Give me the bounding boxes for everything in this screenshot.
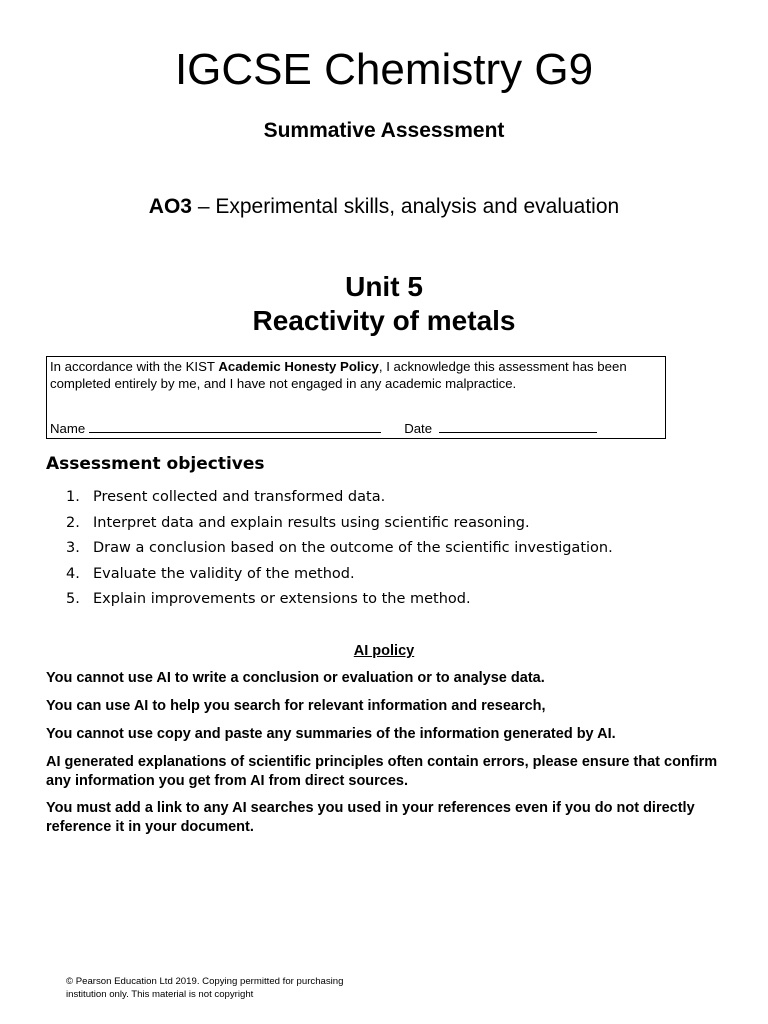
ai-policy-heading: AI policy: [353, 643, 415, 659]
academic-honesty-box: [46, 356, 666, 439]
objective-number: 2.: [66, 514, 80, 531]
objective-item: [66, 564, 613, 590]
objective-number: 3.: [66, 540, 80, 556]
assessment-objective-line: [0, 194, 768, 220]
honesty-policy-name: Academic Honesty Policy: [218, 359, 379, 374]
name-field[interactable]: [89, 421, 381, 433]
objective-text: Explain improvements or extensions to the method.: [93, 591, 471, 607]
objective-number: 1.: [66, 489, 80, 505]
ao-description: – Experimental skills, analysis and evaluation: [191, 195, 620, 218]
objective-text: Interpret data and explain results using scientific reasoning.: [93, 514, 530, 531]
ao-code: AO3: [148, 195, 192, 218]
document-title: IGCSE Chemistry G9: [174, 45, 594, 94]
name-label: Name: [50, 421, 86, 436]
date-label: Date: [404, 421, 433, 436]
unit-number: Unit 5: [345, 271, 423, 302]
document-subtitle: Summative Assessment: [263, 119, 505, 142]
objectives-list: [66, 487, 613, 615]
ai-policy-paragraph: AI generated explanations of scientific principles often contain errors, please ensure that confirm any information you get from AI from direct sources.: [46, 754, 718, 789]
unit-topic: Reactivity of metals: [252, 305, 516, 336]
objective-text: Present collected and transformed data.: [93, 489, 386, 505]
objective-item: [66, 487, 613, 513]
objective-item: [66, 538, 613, 564]
ai-policy-paragraph: You must add a link to any AI searches you used in your references even if you do not directly reference it in your document.: [46, 800, 695, 835]
objective-text: Draw a conclusion based on the outcome of the scientific investigation.: [93, 540, 613, 556]
ai-policy-paragraph: You can use AI to help you search for relevant information and research,: [46, 698, 546, 714]
ai-policy-paragraph: You cannot use copy and paste any summaries of the information generated by AI.: [46, 726, 616, 742]
date-field[interactable]: [439, 421, 597, 433]
objective-item: [66, 589, 613, 615]
signature-row: [50, 421, 597, 437]
honesty-statement: [50, 359, 660, 392]
objective-text: Evaluate the validity of the method.: [93, 565, 355, 582]
copyright-footer: © Pearson Education Ltd 2019. Copying permitted for purchasing institution only. This material is not copyright: [66, 976, 344, 1000]
objectives-heading: Assessment objectives: [46, 454, 265, 474]
objective-number: 5.: [66, 591, 80, 607]
ai-policy-paragraph: You cannot use AI to write a conclusion or evaluation or to analyse data.: [46, 670, 545, 686]
objective-number: 4.: [66, 565, 80, 582]
honesty-text-after: , I acknowledge this assessment has been completed entirely by me, and I have not engaged in any academic malpractice.: [50, 359, 627, 391]
honesty-text-before: In accordance with the KIST: [50, 359, 219, 374]
objective-item: [66, 513, 613, 539]
